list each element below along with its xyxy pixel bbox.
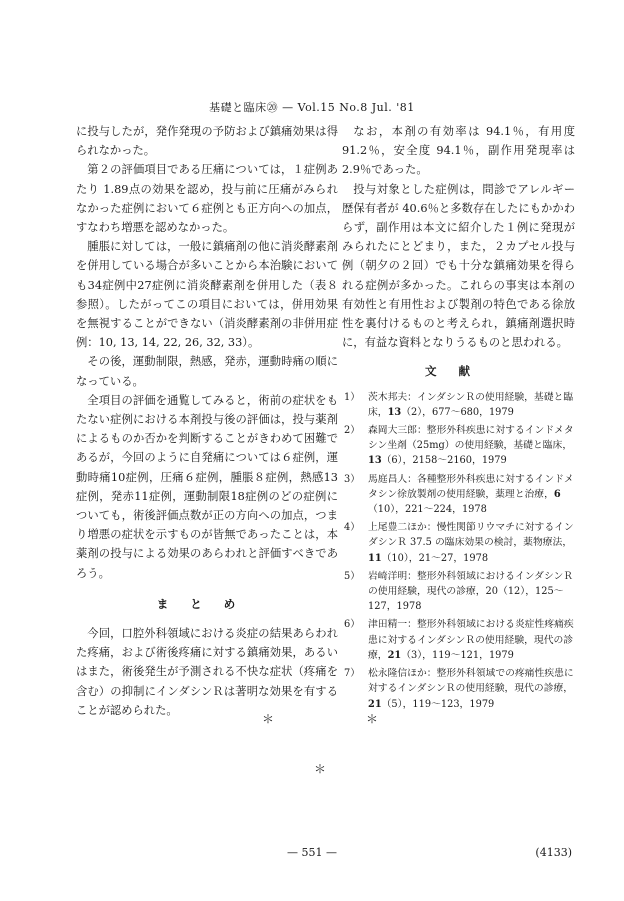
- references-list: [342, 390, 575, 712]
- page-code: (4133): [535, 846, 572, 859]
- reference-item: 3） 馬庭昌人：各種整形外科疾患に対するインドメタシン徐放製剤の使用経験，薬理と治療，6（10），221～224，1978: [344, 473, 574, 516]
- right-column: [342, 122, 575, 715]
- reference-item: 5） 岩崎洋明：整形外科領域におけるインダシンＲの使用経験，現代の診療，20（12），125～127，1978: [344, 570, 574, 613]
- body-paragraph: に投与したが，発作発現の予防および鎮痛効果は得られなかった。: [76, 125, 338, 158]
- summary-paragraph: 今回，口腔外科領域における炎症の結果あらわれた疼痛，および術後疼痛に対する鎮痛効果，あるいはまた，術後発生が予測される不快な症状（疼痛を含む）の抑制にインダシンＲは著明な効果を有することが認められた。: [76, 627, 338, 717]
- reference-item: 6） 津田精一：整形外科領域における炎症性疼痛疾患に対するインダシンＲの使用経験，現代の診療，21（3），119～121，1979: [344, 619, 574, 661]
- body-paragraph: その後，運動制限，熱感，発赤，運動時痛の順になっている。: [76, 355, 338, 388]
- body-paragraph: 投与対象とした症例は，問診でアレルギー歴保有者が 40.6％と多数存在したにもかかわらず，副作用は本文に紹介した１例に発現がみられたにとどまり，また，２カプセル投与例（朝夕の２回）でも十分な鎮痛効果を得られる症例が多かった。これらの事実は本剤の有効性と有用性および製剤の特色である徐放性を裏付けるものと考えられ，鎮痛剤選択時に，有益な資料となりうるものと思われる。: [342, 182, 575, 350]
- body-paragraph: 腫脹に対しては，一般に鎮痛剤の他に消炎酵素剤を併用している場合が多いことから本治験においても34症例中27症例に消炎酵素剤を併用した（表８参照）。したがってこの項目においては，併用効果を無視することができない（消炎酵素剤の非併用症例：10, 13, 14, 22, 26, 32, 33）。: [76, 240, 338, 350]
- reference-item: 7） 松永隆信ほか：整形外科領域での疼痛性疾患に対するインダシンＲの使用経験，現代の診療，21（5），119～123，1979: [344, 668, 574, 710]
- reference-item: 1） 茨木邦夫：インダシンＲの使用経験，基礎と臨床，13（2），677～680，1979: [344, 391, 574, 418]
- summary-heading: まとめ: [156, 596, 258, 611]
- references-heading: 文献: [425, 364, 492, 379]
- body-paragraph: なお，本剤の有効率は 94.1％，有用度 91.2％，安全度 94.1％，副作用発現率は 2.9％であった。: [342, 125, 575, 177]
- separator-asterisk: ＊: [366, 712, 379, 726]
- page-number: — 551 —: [287, 846, 337, 859]
- reference-item: 4） 上尾豊二ほか：慢性関節リウマチに対するインダシンＲ 37.5 の臨床効果の検討，薬物療法，11（10），21～27，1978: [344, 522, 574, 564]
- separator-asterisk: ＊: [314, 762, 327, 776]
- running-header: 基礎と臨床⑳ — Vol.15 No.8 Jul. '81: [209, 101, 415, 114]
- body-paragraph: 全項目の評価を通覧してみると，術前の症状をもたない症例における本剤投与後の評価は，投与薬剤によるものか否かを判断することがきわめて困難であるが，今回のように自発痛については６症例，運動時痛10症例，圧痛６症例，腫脹８症例，熱感13症例，発赤11症例，運動制限18症例のどの症例についても，術後評価点数が正の方向への加点，つまり増悪の症状を示すものが皆無であったことは，本薬剤の投与による効果のあらわれと評価すべきであろう。: [76, 393, 338, 580]
- left-column: [76, 122, 338, 720]
- reference-item: 2） 森岡大三郎：整形外科疾患に対するインドメタシン坐剤（25mg）の使用経験，基礎と臨床，13（6），2158～2160，1979: [344, 425, 574, 467]
- body-paragraph: 第２の評価項目である圧痛については，１症例あたり 1.89点の効果を認め，投与前に圧痛がみられなかった症例において６症例とも正方向への加点，すなわち増悪を認めなかった。: [76, 163, 338, 235]
- separator-asterisk: ＊: [262, 712, 275, 726]
